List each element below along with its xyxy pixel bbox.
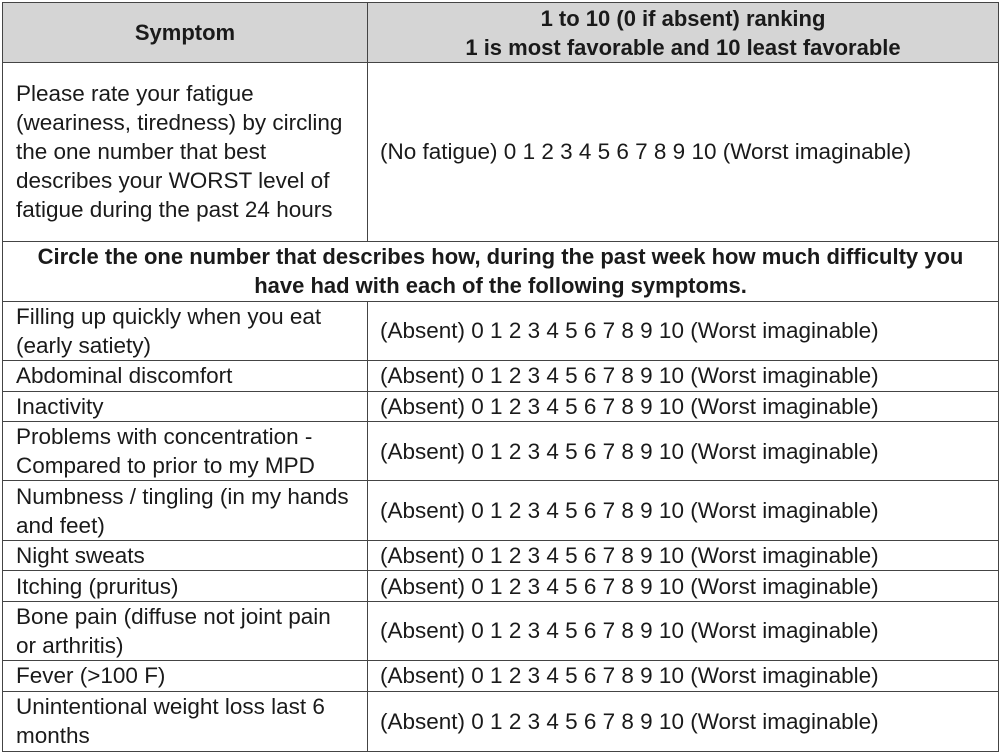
scale-text: (Absent) 0 1 2 3 4 5 6 7 8 9 10 (Worst imaginable) <box>380 363 879 389</box>
table-row <box>3 301 999 360</box>
table-row <box>3 360 999 391</box>
ranking-column-header <box>368 3 999 63</box>
symptom-label: Numbness / tingling (in my hands and feet) <box>3 481 368 541</box>
fatigue-question: Please rate your fatigue (weariness, tiredness) by circling the one number that best describes your WORST level of fatigue during the past 24 hours <box>3 63 368 241</box>
rating-scale[interactable] <box>368 392 999 422</box>
symptom-label: Night sweats <box>3 541 368 571</box>
rating-scale[interactable] <box>368 360 999 391</box>
symptom-label: Abdominal discomfort <box>3 360 368 391</box>
rating-scale[interactable] <box>368 660 999 691</box>
symptom-label: Problems with concentration - Compared to prior to my MPD <box>3 422 368 481</box>
symptom-assessment-table <box>2 2 999 752</box>
scale-text: (Absent) 0 1 2 3 4 5 6 7 8 9 10 (Worst imaginable) <box>380 663 879 689</box>
ranking-header-line-2: 1 is most favorable and 10 least favorable <box>465 34 901 60</box>
scale-text: (Absent) 0 1 2 3 4 5 6 7 8 9 10 (Worst imaginable) <box>380 618 879 644</box>
table-row <box>3 481 999 541</box>
scale-text: (Absent) 0 1 2 3 4 5 6 7 8 9 10 (Worst imaginable) <box>380 498 879 524</box>
fatigue-row <box>3 63 999 241</box>
header-row <box>3 3 999 63</box>
symptom-label: Unintentional weight loss last 6 months <box>3 691 368 751</box>
scale-text: (Absent) 0 1 2 3 4 5 6 7 8 9 10 (Worst imaginable) <box>380 573 879 599</box>
table-row <box>3 541 999 571</box>
table-row <box>3 601 999 660</box>
table-row <box>3 571 999 601</box>
rating-scale[interactable] <box>368 422 999 481</box>
rating-scale[interactable] <box>368 691 999 751</box>
table-row <box>3 691 999 751</box>
scale-text: (Absent) 0 1 2 3 4 5 6 7 8 9 10 (Worst imaginable) <box>380 318 879 344</box>
symptom-label: Bone pain (diffuse not joint pain or arthritis) <box>3 601 368 660</box>
instruction-text: Circle the one number that describes how, during the past week how much difficulty you have had with each of the following symptoms. <box>3 241 999 301</box>
symptom-label: Itching (pruritus) <box>3 571 368 601</box>
scale-text: (Absent) 0 1 2 3 4 5 6 7 8 9 10 (Worst imaginable) <box>380 438 879 464</box>
symptom-label: Inactivity <box>3 392 368 422</box>
instruction-row <box>3 241 999 301</box>
symptom-label: Filling up quickly when you eat (early satiety) <box>3 301 368 360</box>
ranking-header-line-1: 1 to 10 (0 if absent) ranking <box>540 5 826 31</box>
symptom-label: Fever (>100 F) <box>3 660 368 691</box>
scale-text: (Absent) 0 1 2 3 4 5 6 7 8 9 10 (Worst imaginable) <box>380 394 879 420</box>
fatigue-scale-text: (No fatigue) 0 1 2 3 4 5 6 7 8 9 10 (Worst imaginable) <box>380 139 912 165</box>
symptom-column-header: Symptom <box>3 3 368 63</box>
rating-scale[interactable] <box>368 571 999 601</box>
rating-scale[interactable] <box>368 481 999 541</box>
fatigue-rating-scale[interactable] <box>368 63 999 241</box>
rating-scale[interactable] <box>368 541 999 571</box>
rating-scale[interactable] <box>368 301 999 360</box>
table-row <box>3 422 999 481</box>
rating-scale[interactable] <box>368 601 999 660</box>
scale-text: (Absent) 0 1 2 3 4 5 6 7 8 9 10 (Worst imaginable) <box>380 543 879 569</box>
table-row <box>3 392 999 422</box>
table-row <box>3 660 999 691</box>
scale-text: (Absent) 0 1 2 3 4 5 6 7 8 9 10 (Worst imaginable) <box>380 708 879 734</box>
